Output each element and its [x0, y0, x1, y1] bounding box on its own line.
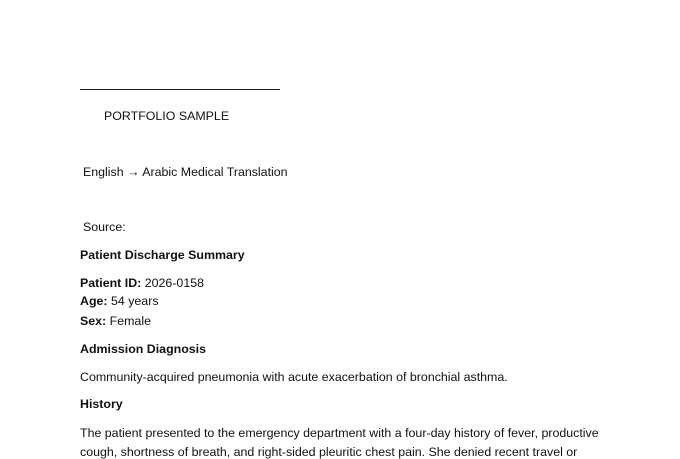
header-rule [80, 89, 280, 90]
history-text: The patient presented to the emergency department with a four-day history of fever, productive cough, shortness of breath, and right-sided pleuritic chest pain. She denied recent travel or [80, 426, 599, 459]
patient-sex-label: Sex: [80, 314, 107, 328]
patient-age-value: 54 years [111, 294, 159, 308]
portfolio-label: PORTFOLIO SAMPLE [104, 109, 230, 123]
source-label: Source: [83, 220, 126, 234]
patient-id-value: 2026-0158 [144, 276, 204, 290]
admission-diagnosis-heading: Admission Diagnosis [80, 342, 206, 356]
patient-age-line [80, 293, 159, 309]
patient-sex-value: Female [109, 314, 151, 328]
patient-sex-line [80, 313, 151, 329]
patient-id-line [80, 275, 204, 291]
language-pair: English → Arabic Medical Translation [83, 165, 288, 179]
history-heading: History [80, 397, 123, 411]
document-title: Patient Discharge Summary [80, 248, 245, 262]
patient-id-label: Patient ID: [80, 276, 142, 290]
admission-diagnosis-text: Community-acquired pneumonia with acute exacerbation of bronchial asthma. [80, 370, 508, 384]
patient-age-label: Age: [80, 294, 108, 308]
